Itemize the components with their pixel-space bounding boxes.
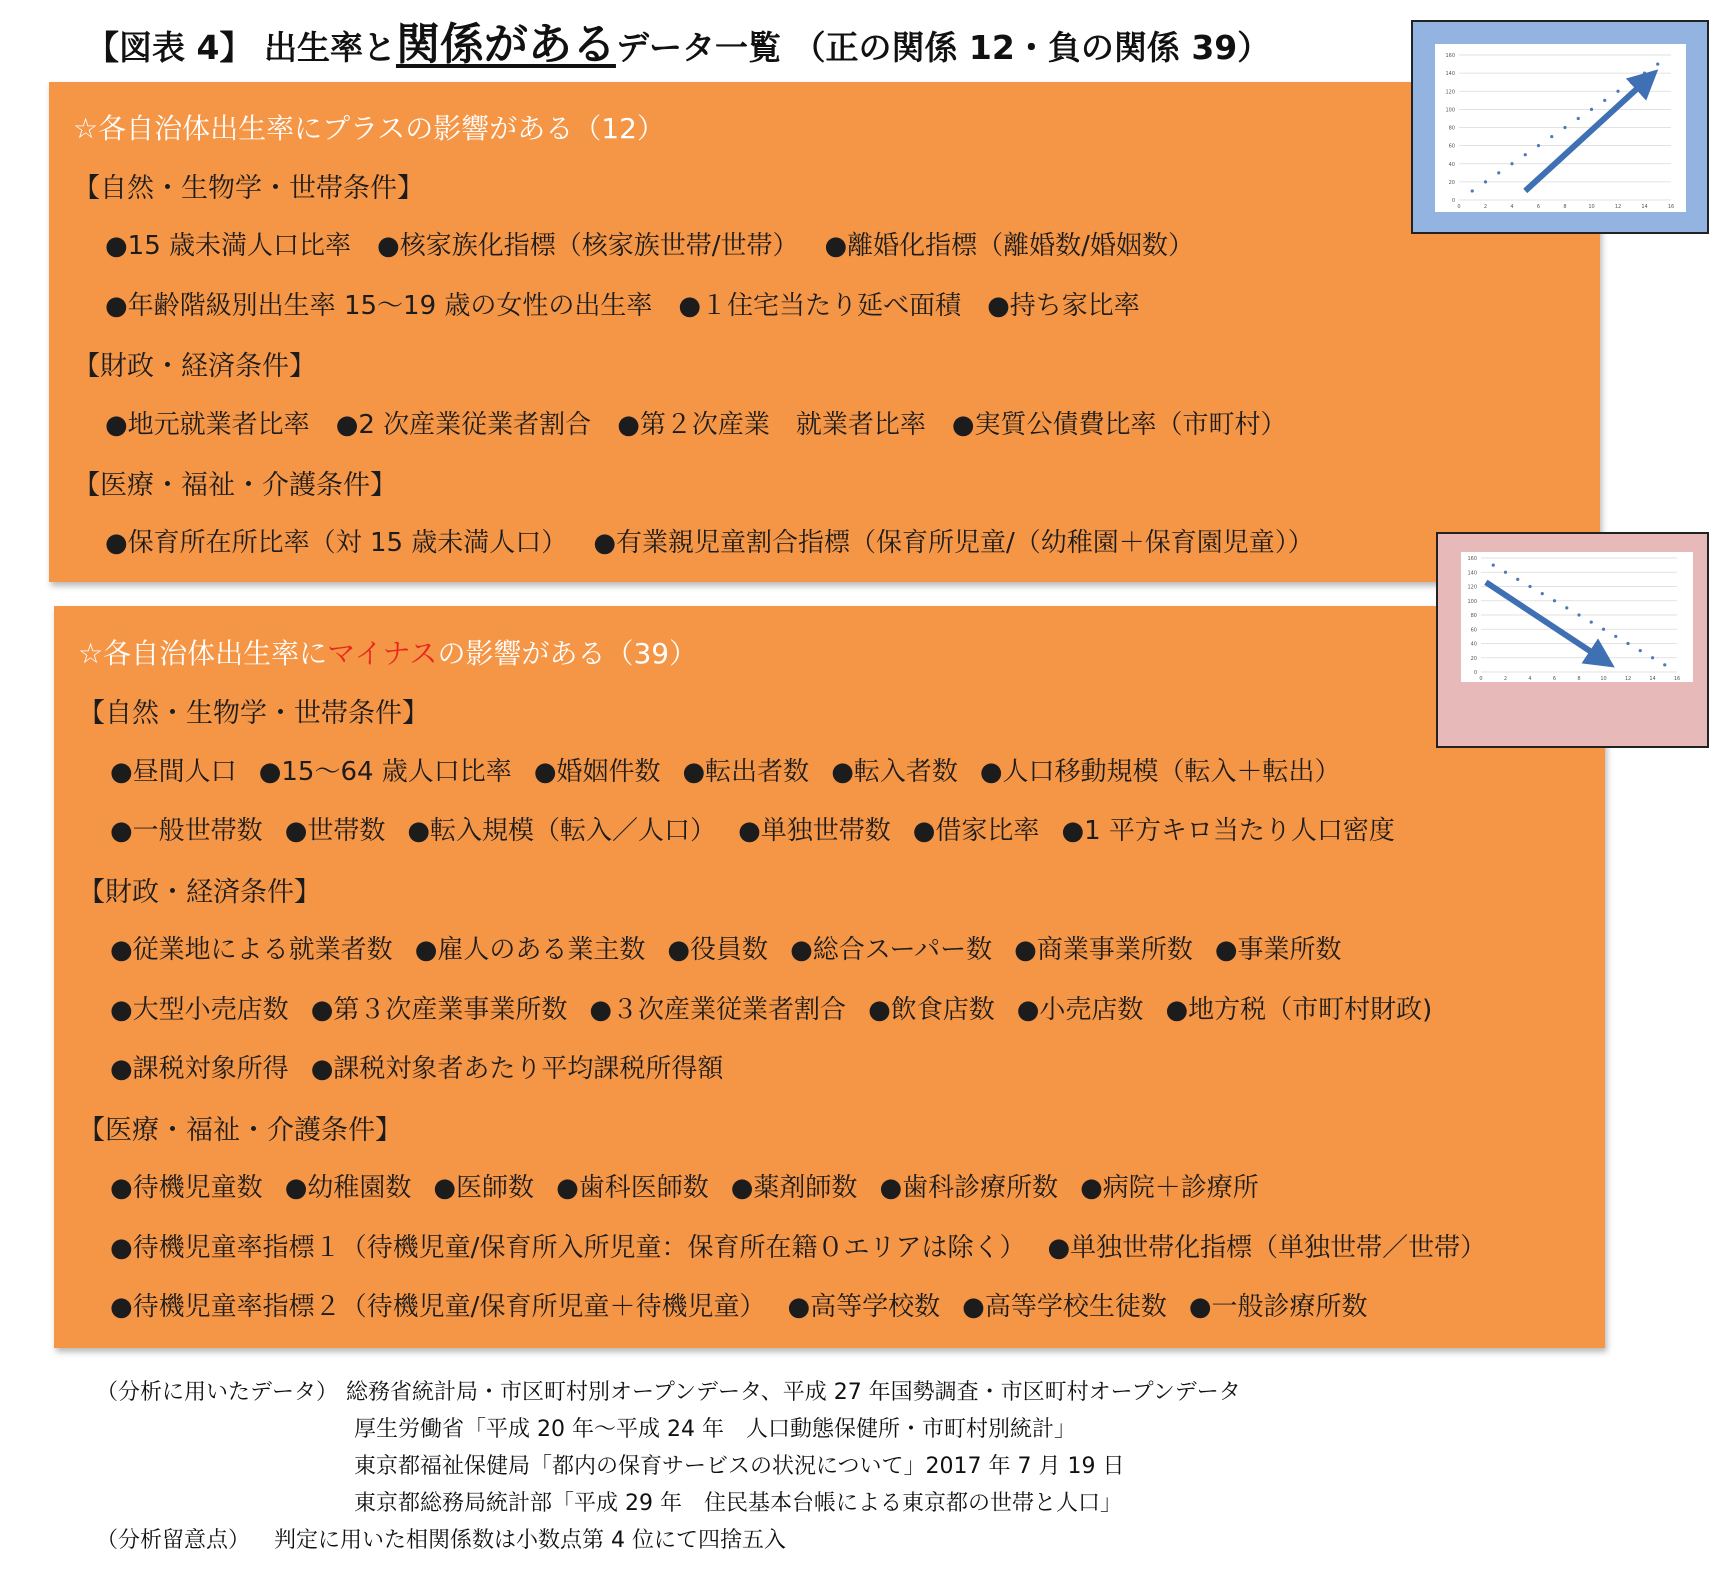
factor-item: ●雇人のある業主数 xyxy=(414,935,646,965)
title-suffix: データ一覧 （正の関係 12・負の関係 39） xyxy=(615,28,1271,67)
factor-row xyxy=(110,1048,745,1085)
heading-suffix: の影響がある（39） xyxy=(437,637,698,670)
notes-source-line: 東京都福祉保健局「都内の保育サービスの状況について」2017 年 7 月 19 日 xyxy=(354,1454,1125,1479)
factor-item: ●薬剤師数 xyxy=(730,1173,858,1203)
y-tick-label: 20 xyxy=(1470,655,1477,662)
factor-item: ●地方税（市町村財政) xyxy=(1165,994,1433,1025)
data-point xyxy=(1510,162,1513,165)
category-header: 【自然・生物学・世帯条件】 xyxy=(78,698,429,729)
data-point xyxy=(1643,72,1646,75)
factor-item: ●持ち家比率 xyxy=(987,290,1140,321)
x-tick-label: 4 xyxy=(1528,676,1532,682)
y-tick-label: 40 xyxy=(1448,161,1455,168)
negative-factors-panel xyxy=(54,606,1605,1348)
x-tick-label: 16 xyxy=(1667,204,1675,210)
factor-row xyxy=(105,285,1166,322)
factor-item: ●歯科医師数 xyxy=(556,1173,709,1203)
x-tick-label: 2 xyxy=(1483,204,1488,210)
factor-item: ●高等学校生徒数 xyxy=(962,1292,1167,1322)
data-point xyxy=(1497,171,1500,174)
chart-card xyxy=(1435,44,1686,212)
positive-correlation-chart xyxy=(1411,20,1709,234)
data-point xyxy=(1550,135,1553,138)
factor-item: ●転入規模（転入／人口） xyxy=(407,816,717,846)
x-tick-label: 8 xyxy=(1577,676,1581,682)
factor-item: ●総合スーパー数 xyxy=(790,935,993,965)
x-tick-label: 10 xyxy=(1600,676,1607,682)
x-tick-label: 10 xyxy=(1588,204,1595,210)
factor-item: ●待機児童率指標２（待機児童/保育所児童＋待機児童） xyxy=(110,1292,766,1322)
factor-item: ●課税対象所得 xyxy=(110,1054,289,1084)
x-tick-label: 0 xyxy=(1479,676,1483,682)
category-header: 【財政・経済条件】 xyxy=(78,876,321,908)
data-point xyxy=(1656,62,1659,65)
heading-prefix: ☆各自治体出生率に xyxy=(73,112,323,145)
factor-row xyxy=(110,929,1364,966)
data-point xyxy=(1484,180,1487,183)
y-tick-label: 60 xyxy=(1448,143,1455,150)
data-point xyxy=(1590,621,1593,624)
x-tick-label: 14 xyxy=(1641,204,1648,210)
notes-caution-text: 判定に用いた相関係数は小数点第 4 位にて四捨五入 xyxy=(274,1528,786,1553)
data-point xyxy=(1528,585,1531,588)
notes-source-line: 東京都総務局統計部「平成 29 年 住民基本台帳による東京都の世帯と人口」 xyxy=(354,1491,1122,1516)
factor-item: ●小売店数 xyxy=(1016,994,1144,1025)
data-point xyxy=(1516,578,1519,581)
category-header: 【財政・経済条件】 xyxy=(73,351,316,383)
x-tick-label: 14 xyxy=(1649,676,1656,682)
factor-row xyxy=(110,1167,1281,1204)
factor-item: ●単独世帯化指標（単独世帯／世帯） xyxy=(1047,1232,1487,1263)
panel-heading xyxy=(73,107,665,147)
heading-suffix: の影響がある（12） xyxy=(405,112,665,145)
document-title xyxy=(86,8,1270,72)
factor-item: ●課税対象者あたり平均課税所得額 xyxy=(310,1054,724,1084)
negative-correlation-chart xyxy=(1436,532,1709,748)
data-point xyxy=(1603,99,1606,102)
data-point xyxy=(1492,564,1495,567)
x-tick-label: 6 xyxy=(1536,204,1541,210)
y-tick-label: 0 xyxy=(1473,670,1477,676)
category-header: 【医療・福祉・介護条件】 xyxy=(73,470,397,501)
data-point xyxy=(1626,642,1629,645)
factor-row xyxy=(110,751,1363,788)
notes-caution-label: （分析留意点） xyxy=(96,1528,251,1553)
heading-prefix: ☆各自治体出生率に xyxy=(78,637,328,670)
y-tick-label: 20 xyxy=(1448,179,1455,186)
factor-item: ●大型小売店数 xyxy=(110,994,289,1025)
factor-item: ●核家族化指標（核家族世帯/世帯） xyxy=(377,231,799,262)
notes-source-line: 総務省統計局・市区町村別オープンデータ、平成 27 年国勢調査・市区町村オープンデータ xyxy=(346,1380,1241,1405)
factor-item: ●地元就業者比率 xyxy=(105,409,310,440)
factor-item: ●転入者数 xyxy=(831,756,958,787)
factor-item: ●婚姻件数 xyxy=(533,756,661,787)
y-tick-label: 80 xyxy=(1448,125,1455,132)
factor-item: ●借家比率 xyxy=(912,816,1040,846)
factor-item: ●商業事業所数 xyxy=(1014,935,1193,965)
title-prefix: 【図表 4】 出生率と xyxy=(86,28,396,67)
factor-item: ●３次産業従業者割合 xyxy=(589,994,847,1025)
heading-keyword: プラス xyxy=(322,112,406,145)
data-point xyxy=(1565,606,1568,609)
category-header: 【医療・福祉・介護条件】 xyxy=(78,1114,402,1146)
data-point xyxy=(1471,189,1474,192)
data-point xyxy=(1524,153,1527,156)
factor-item: ●歯科診療所数 xyxy=(879,1173,1059,1203)
negative-correlation-svg xyxy=(1438,534,1707,746)
chart-card xyxy=(1461,552,1693,682)
factor-item: ●高等学校数 xyxy=(787,1292,941,1322)
factor-item: ●有業親児童割合指標（保育所児童/（幼稚園＋保育園児童）） xyxy=(593,528,1314,559)
data-point xyxy=(1602,628,1605,631)
y-tick-label: 80 xyxy=(1470,613,1477,619)
factor-row xyxy=(105,225,1220,262)
factor-item: ●幼稚園数 xyxy=(284,1173,412,1203)
factor-item: ●年齢階級別出生率 15～19 歳の女性の出生率 xyxy=(105,290,653,321)
factor-item: ●2 次産業従業者割合 xyxy=(335,409,592,440)
positive-factors-panel xyxy=(49,82,1600,582)
factor-item: ●15 歳未満人口比率 xyxy=(105,231,352,262)
data-point xyxy=(1577,117,1580,120)
y-tick-label: 160 xyxy=(1467,556,1477,562)
x-tick-label: 8 xyxy=(1563,204,1567,210)
factor-item: ●待機児童数 xyxy=(110,1173,263,1203)
data-point xyxy=(1639,649,1642,652)
factor-item: ●単独世帯数 xyxy=(738,816,891,846)
factor-row xyxy=(110,1227,1508,1264)
y-tick-label: 120 xyxy=(1445,89,1455,96)
data-point xyxy=(1537,144,1540,147)
factor-item: ●一般世帯数 xyxy=(110,816,263,846)
x-tick-label: 0 xyxy=(1457,204,1461,210)
positive-correlation-svg xyxy=(1413,22,1707,232)
factor-item: ●医師数 xyxy=(433,1173,535,1203)
x-tick-label: 16 xyxy=(1673,676,1681,682)
x-tick-label: 12 xyxy=(1614,204,1622,210)
y-tick-label: 60 xyxy=(1470,627,1477,634)
y-tick-label: 140 xyxy=(1445,71,1455,78)
data-point xyxy=(1577,613,1580,616)
factor-item: ●保育所在所比率（対 15 歳未満人口） xyxy=(105,528,568,559)
factor-item: ●一般診療所数 xyxy=(1188,1292,1368,1322)
y-tick-label: 100 xyxy=(1445,107,1455,114)
factor-item: ●実質公債費比率（市町村） xyxy=(951,409,1287,440)
factor-item: ●1 平方キロ当たり人口密度 xyxy=(1061,816,1395,846)
y-tick-label: 100 xyxy=(1467,598,1477,605)
data-point xyxy=(1630,81,1633,84)
factor-item: ●病院＋診療所 xyxy=(1080,1173,1259,1203)
data-point xyxy=(1614,635,1617,638)
x-tick-label: 4 xyxy=(1510,204,1514,210)
factor-item: ●第２次産業 就業者比率 xyxy=(617,409,926,440)
factor-item: ●待機児童率指標１（待機児童/保育所入所児童：保育所在籍０エリアは除く） xyxy=(110,1232,1026,1263)
factor-row xyxy=(110,810,1417,847)
data-point xyxy=(1504,571,1507,574)
y-tick-label: 120 xyxy=(1467,584,1477,591)
y-tick-label: 0 xyxy=(1451,198,1455,204)
factor-item: ●世帯数 xyxy=(284,816,386,846)
title-emphasis: 関係がある xyxy=(395,19,616,70)
data-point xyxy=(1553,599,1556,602)
data-point xyxy=(1590,108,1593,111)
factor-item: ●人口移動規模（転入＋転出） xyxy=(979,756,1341,787)
factor-item: ●飲食店数 xyxy=(868,994,995,1025)
factor-row xyxy=(110,989,1454,1026)
data-point xyxy=(1563,126,1566,129)
x-tick-label: 12 xyxy=(1624,676,1632,682)
factor-item: ●役員数 xyxy=(667,935,769,965)
data-point xyxy=(1663,663,1666,666)
factor-item: ●離婚化指標（離婚数/婚姻数） xyxy=(824,231,1194,262)
notes-source-line: 厚生労働省「平成 20 年～平成 24 年 人口動態保健所・市町村別統計」 xyxy=(354,1417,1076,1442)
factor-row xyxy=(105,404,1313,441)
x-tick-label: 2 xyxy=(1503,676,1508,682)
y-tick-label: 160 xyxy=(1445,53,1455,59)
x-tick-label: 6 xyxy=(1552,676,1557,682)
data-point xyxy=(1616,90,1619,93)
heading-keyword: マイナス xyxy=(327,637,438,670)
data-point xyxy=(1651,656,1654,659)
factor-row xyxy=(110,1286,1390,1323)
factor-item: ●１住宅当たり延べ面積 xyxy=(678,290,962,321)
factor-row xyxy=(105,522,1340,559)
factor-item: ●転出者数 xyxy=(682,756,810,787)
factor-item: ●第３次産業事業所数 xyxy=(310,994,568,1025)
factor-item: ●従業地による就業者数 xyxy=(110,935,393,965)
factor-item: ●昼間人口 xyxy=(110,756,237,787)
panel-heading xyxy=(78,632,697,672)
notes-data-label: （分析に用いたデータ） xyxy=(96,1380,339,1405)
y-tick-label: 140 xyxy=(1467,570,1477,577)
category-header: 【自然・生物学・世帯条件】 xyxy=(73,173,424,204)
y-tick-label: 40 xyxy=(1470,641,1477,648)
factor-item: ●事業所数 xyxy=(1214,935,1342,965)
data-point xyxy=(1541,592,1544,595)
factor-item: ●15～64 歳人口比率 xyxy=(258,756,512,787)
